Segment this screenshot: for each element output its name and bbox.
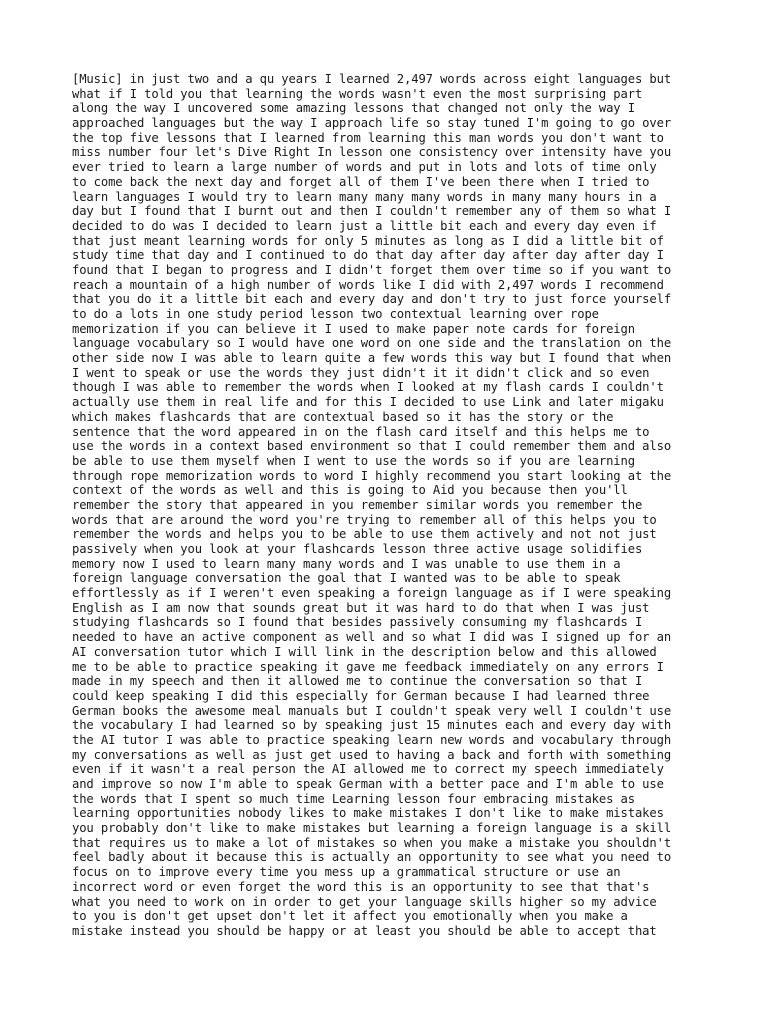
text-line: decided to do was I decided to learn just a little bit each and every day even if [72,218,657,233]
text-line: along the way I uncovered some amazing lessons that changed not only the way I [72,101,635,116]
text-line: context of the words as well and this is going to Aid you because then you'll [72,483,628,498]
text-line: to you is don't get upset don't let it affect you emotionally when you make a [72,909,628,924]
text-line: other side now I was able to learn quite a few words this way but I found that when [72,351,672,366]
text-line: memory now I used to learn many many words and I was unable to use them in a [72,556,621,571]
text-line: German books the awesome meal manuals but I couldn't speak very well I couldn't use [72,703,672,718]
text-line: that requires us to make a lot of mistakes so when you make a mistake you shouldn't [72,835,672,850]
text-line: passively when you look at your flashcards lesson three active usage solidifies [72,542,643,556]
text-line: needed to have an active component as well and so what I did was I signed up for an [72,630,672,645]
text-line: sentence that the word appeared in on the flash card itself and this helps me to [72,424,650,439]
text-line: to do a lots in one study period lesson two contextual learning over rope [72,307,599,321]
text-line: actually use them in real life and for this I decided to use Link and later migaku [72,395,664,410]
text-line: could keep speaking I did this especially for German because I had learned three [72,688,650,703]
text-line: through rope memorization words to word I highly recommend you start looking at the [72,468,672,483]
text-line: that just meant learning words for only 5 minutes as long as I did a little bit of [72,233,664,248]
text-line: you probably don't like to make mistakes but learning a foreign language is a skill [72,821,672,836]
text-line: made in my speech and then it allowed me to continue the conversation so that I [72,674,643,689]
text-line: [Music] in just two and a qu years I learned 2,497 words across eight languages but [72,72,672,86]
text-line: though I was able to remember the words when I looked at my flash cards I couldn't [72,380,664,395]
text-line: English as I am now that sounds great but it was hard to do that when I was just [72,600,650,615]
text-line: incorrect word or even forget the word this is an opportunity to see that that's [72,879,650,894]
text-line: learning opportunities nobody likes to make mistakes I don't like to make mistakes [72,806,664,821]
text-line: what you need to work on in order to get your language skills higher so my advice [72,894,657,909]
text-line: effortlessly as if I weren't even speaking a foreign language as if I were speaking [72,586,672,601]
text-line: that you do it a little bit each and every day and don't try to just force yourself [72,292,672,307]
text-line: memorization if you can believe it I used to make paper note cards for foreign [72,321,635,336]
text-line: ever tried to learn a large number of words and put in lots and lots of time only [72,160,657,175]
text-line: the top five lessons that I learned from learning this man words you don't want to [72,130,664,145]
text-line: be able to use them myself when I went to use the words so if you are learning [72,453,635,468]
text-line: mistake instead you should be happy or at least you should be able to accept that [72,923,657,938]
text-line: the AI tutor I was able to practice speaking learn new words and vocabulary through [72,732,672,747]
text-line: to come back the next day and forget all of them I've been there when I tried to [72,174,650,189]
text-line: study time that day and I continued to do that day after day after day after day I [72,248,664,263]
text-line: use the words in a context based environment so that I could remember them and also [72,439,672,454]
text-line: what if I told you that learning the words wasn't even the most surprising part [72,86,643,101]
text-line: words that are around the word you're trying to remember all of this helps you to [72,512,657,527]
document-page [72,72,712,939]
text-line: focus on to improve every time you mess up a grammatical structure or use an [72,865,621,880]
text-line: day but I found that I burnt out and then I couldn't remember any of them so what I [72,204,672,219]
text-line: which makes flashcards that are contextual based so it has the story or the [72,409,614,424]
text-line: my conversations as well as just get used to having a back and forth with something [72,747,672,762]
text-line: remember the words and helps you to be able to use them actively and not not just [72,527,657,542]
text-line: reach a mountain of a high number of words like I did with 2,497 words I recommend [72,277,664,292]
text-line: found that I began to progress and I didn't forget them over time so if you want to [72,262,672,277]
text-line: learn languages I would try to learn many many many words in many many hours in a [72,189,657,204]
text-line: the words that I spent so much time Learning lesson four embracing mistakes as [72,791,635,806]
text-line: AI conversation tutor which I will link in the description below and this allowed [72,644,657,659]
text-line: even if it wasn't a real person the AI allowed me to correct my speech immediately [72,762,664,777]
text-line: remember the story that appeared in you remember similar words you remember the [72,497,643,512]
text-line: studying flashcards so I found that besides passively consuming my flashcards I [72,615,643,630]
text-line: foreign language conversation the goal that I wanted was to be able to speak [72,571,621,586]
text-line: approached languages but the way I approach life so stay tuned I'm going to go over [72,116,672,131]
text-line: I went to speak or use the words they just didn't it it didn't click and so even [72,365,650,380]
text-line: and improve so now I'm able to speak German with a better pace and I'm able to use [72,777,664,791]
text-line: the vocabulary I had learned so by speaking just 15 minutes each and every day with [72,718,672,733]
text-line: language vocabulary so I would have one word on one side and the translation on the [72,336,672,351]
text-line: me to be able to practice speaking it gave me feedback immediately on any errors I [72,659,664,674]
text-line: feel badly about it because this is actually an opportunity to see what you need to [72,850,672,865]
text-line: miss number four let's Dive Right In lesson one consistency over intensity have you [72,145,672,160]
